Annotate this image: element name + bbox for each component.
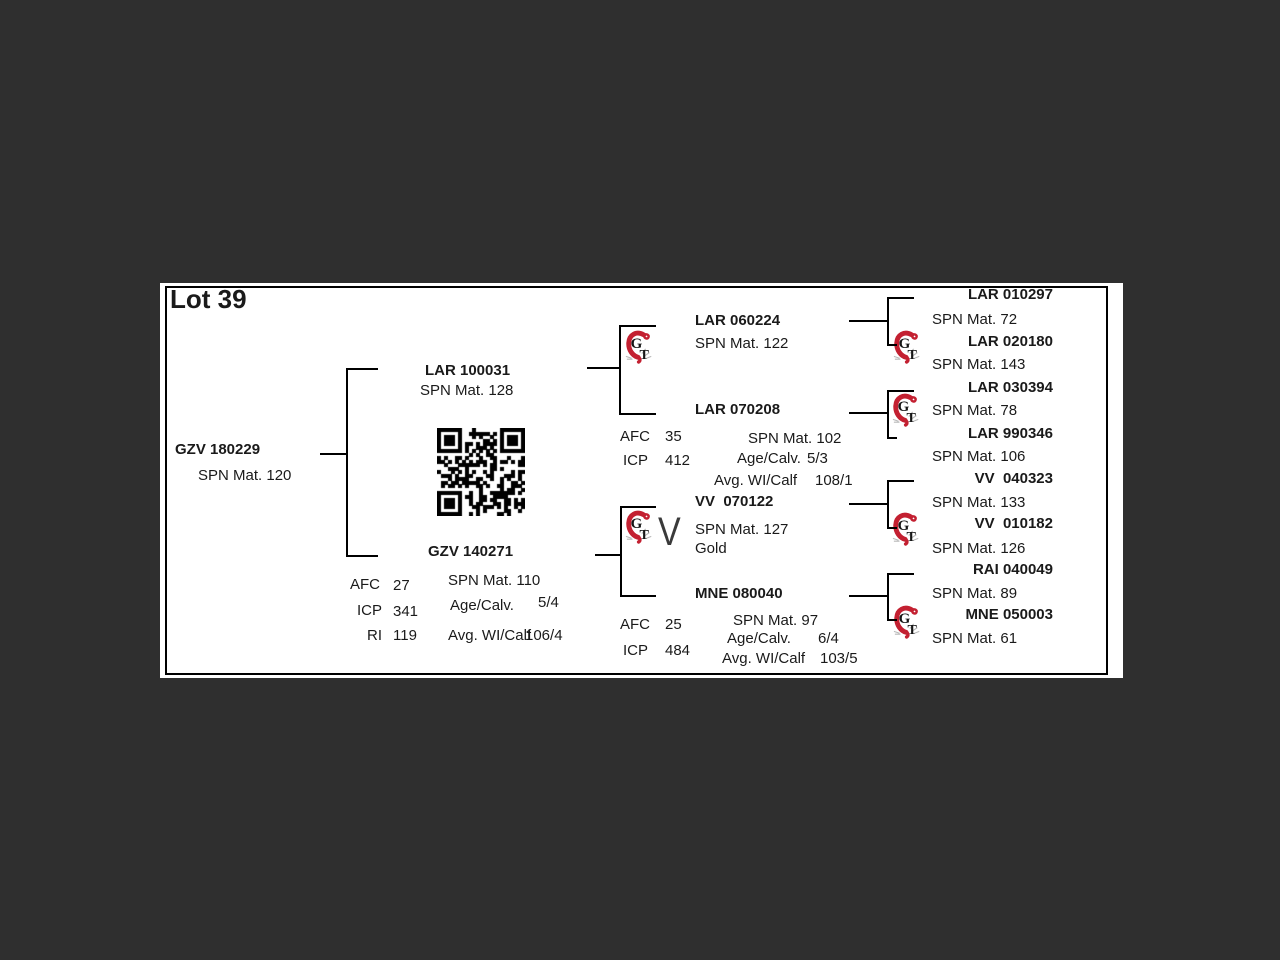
gt-breeder-logo-icon — [625, 510, 655, 544]
dam-afc-value: 27 — [393, 577, 410, 594]
sire-dam-afc-value: 35 — [665, 428, 682, 445]
dam-dam-icp-value: 484 — [665, 642, 691, 659]
pedigree-connector-line — [595, 554, 620, 556]
dam-age-value: 5/4 — [538, 594, 559, 611]
pedigree-connector-line — [887, 527, 897, 529]
gen4-animal-spn: SPN Mat. 89 — [932, 585, 1018, 602]
pedigree-connector-line — [849, 412, 887, 414]
dam-dam-id: MNE 080040 — [695, 585, 783, 602]
root-animal-id: GZV 180229 — [175, 441, 261, 458]
gen4-animal-id: LAR 030394 — [967, 379, 1053, 396]
dam-ri-label: RI — [367, 627, 382, 644]
dam-avg-value: 106/4 — [525, 627, 563, 644]
sire-dam-avg-label: Avg. WI/Calf — [714, 472, 798, 489]
dam-dam-afc-label: AFC — [620, 616, 650, 633]
gen4-animal-spn: SPN Mat. 143 — [932, 356, 1026, 373]
dam-dam-spn: SPN Mat. 97 — [733, 612, 819, 629]
dam-icp-value: 341 — [393, 603, 419, 620]
pedigree-connector-line — [887, 619, 897, 621]
pedigree-connector-line — [587, 367, 619, 369]
pedigree-connector-line — [887, 390, 914, 392]
sire-spn: SPN Mat. 128 — [420, 382, 514, 399]
dam-dam-age-value: 6/4 — [818, 630, 839, 647]
pedigree-connector-line — [849, 503, 887, 505]
dam-dam-afc-value: 25 — [665, 616, 682, 633]
dam-sire-spn: SPN Mat. 127 — [695, 521, 789, 538]
pedigree-connector-line — [887, 480, 914, 482]
pedigree-connector-line — [887, 297, 889, 346]
sire-dam-age-value: 5/3 — [807, 450, 828, 467]
gt-breeder-logo-icon — [625, 330, 655, 364]
dam-sire-note: Gold — [695, 540, 727, 557]
pedigree-connector-line — [887, 573, 914, 575]
dam-dam-age-label: Age/Calv. — [727, 630, 791, 647]
lot-title: Lot 39 — [170, 284, 247, 314]
sire-sire-spn: SPN Mat. 122 — [695, 335, 789, 352]
sire-dam-age-label: Age/Calv. — [737, 450, 801, 467]
pedigree-connector-line — [849, 320, 887, 322]
pedigree-connector-line — [887, 344, 897, 346]
sire-dam-icp-value: 412 — [665, 452, 691, 469]
gen4-animal-spn: SPN Mat. 72 — [932, 311, 1018, 328]
gt-breeder-logo-icon — [892, 393, 922, 427]
dam-id: GZV 140271 — [428, 543, 514, 560]
pedigree-connector-line — [346, 555, 378, 557]
sire-dam-id: LAR 070208 — [695, 401, 781, 418]
pedigree-connector-line — [619, 325, 656, 327]
pedigree-connector-line — [849, 595, 887, 597]
gen4-animal-spn: SPN Mat. 106 — [932, 448, 1026, 465]
pedigree-connector-line — [620, 506, 622, 597]
gen4-animal-spn: SPN Mat. 133 — [932, 494, 1026, 511]
pedigree-connector-line — [619, 325, 621, 415]
gen4-animal-id: LAR 990346 — [967, 425, 1053, 442]
dam-avg-label: Avg. WI/Calf — [448, 627, 532, 644]
gen4-animal-id: LAR 010297 — [967, 286, 1053, 303]
gen4-animal-id: VV 010182 — [974, 515, 1053, 532]
dam-afc-label: AFC — [350, 576, 380, 593]
dam-sire-id: VV 070122 — [695, 493, 774, 510]
pedigree-connector-line — [887, 297, 914, 299]
sire-id: LAR 100031 — [425, 362, 511, 379]
gen4-animal-spn: SPN Mat. 61 — [932, 630, 1018, 647]
gen4-animal-id: VV 040323 — [974, 470, 1053, 487]
v-brand-mark-icon: V — [658, 510, 681, 554]
qr-code — [437, 428, 525, 516]
sire-sire-id: LAR 060224 — [695, 312, 781, 329]
dam-age-label: Age/Calv. — [450, 597, 514, 614]
dam-dam-avg-value: 103/5 — [820, 650, 858, 667]
dam-dam-icp-label: ICP — [623, 642, 649, 659]
gen4-animal-spn: SPN Mat. 78 — [932, 402, 1018, 419]
gen4-animal-id: RAI 040049 — [972, 561, 1053, 578]
pedigree-connector-line — [887, 437, 897, 439]
pedigree-connector-line — [887, 480, 889, 529]
root-animal-spn: SPN Mat. 120 — [198, 467, 292, 484]
pedigree-connector-line — [620, 595, 656, 597]
dam-ri-value: 119 — [393, 627, 417, 644]
pedigree-connector-line — [887, 573, 889, 621]
pedigree-connector-line — [619, 413, 656, 415]
gen4-animal-id: MNE 050003 — [965, 606, 1053, 623]
pedigree-connector-line — [346, 368, 348, 557]
pedigree-connector-line — [320, 453, 346, 455]
dam-icp-label: ICP — [357, 602, 383, 619]
pedigree-connector-line — [346, 368, 378, 370]
gen4-animal-id: LAR 020180 — [967, 333, 1053, 350]
pedigree-page — [160, 283, 1123, 678]
sire-dam-spn: SPN Mat. 102 — [748, 430, 842, 447]
sire-dam-icp-label: ICP — [623, 452, 649, 469]
pedigree-connector-line — [620, 506, 656, 508]
sire-dam-avg-value: 108/1 — [815, 472, 853, 489]
dam-spn: SPN Mat. 110 — [448, 572, 541, 589]
sire-dam-afc-label: AFC — [620, 428, 650, 445]
gen4-animal-spn: SPN Mat. 126 — [932, 540, 1026, 557]
dam-dam-avg-label: Avg. WI/Calf — [722, 650, 806, 667]
pedigree-connector-line — [887, 390, 889, 439]
